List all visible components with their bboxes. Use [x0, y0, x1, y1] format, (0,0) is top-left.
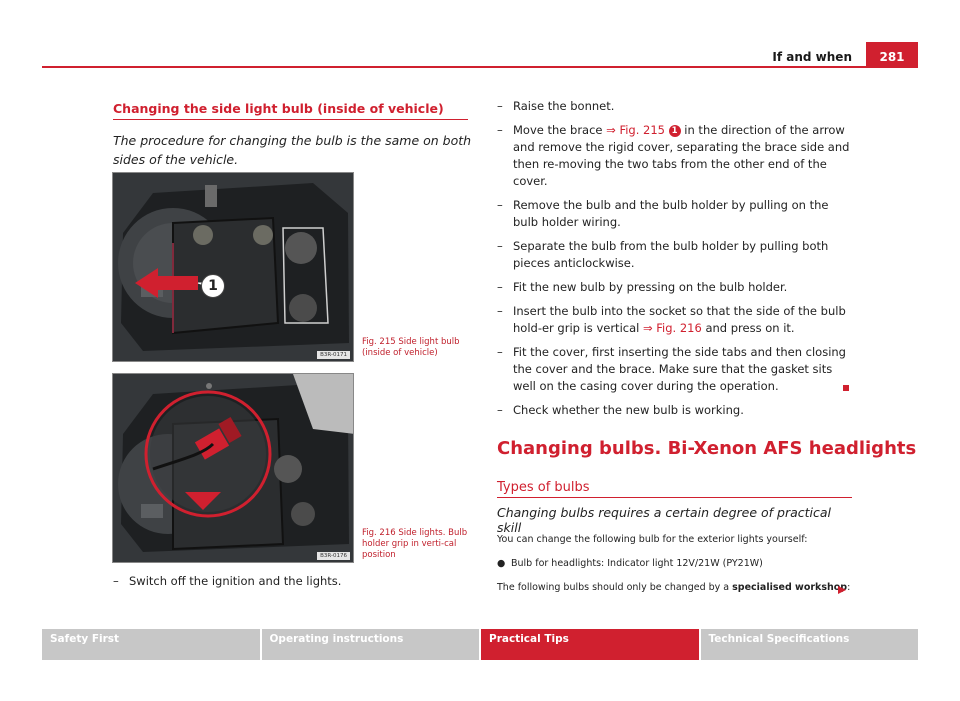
step-fit-cover: [497, 344, 857, 395]
step-dash: –: [497, 304, 503, 318]
tab-safety-first[interactable]: Safety First: [42, 629, 260, 660]
step-check-bulb: [497, 402, 857, 419]
chapter-title: Changing bulbs. Bi-Xenon AFS headlights: [497, 438, 917, 459]
step-dash: –: [113, 574, 119, 588]
step-dash: –: [497, 198, 503, 212]
step-text: [497, 122, 857, 190]
paragraph: [497, 582, 850, 593]
step-text-part: Insert the bulb into the socket so that the side of the bulb hold-er grip is vertical: [513, 304, 846, 335]
list-item-text: Bulb for headlights: Indicator light 12V/21W (PY21W): [511, 558, 763, 569]
section-end-icon: [843, 385, 849, 391]
paragraph: You can change the following bulb for the exterior lights yourself:: [497, 534, 808, 545]
fig-215-link[interactable]: ⇒ Fig. 215: [606, 123, 665, 137]
step-text: Remove the bulb and the bulb holder by pulling on the bulb holder wiring.: [513, 198, 829, 229]
step-text: Raise the bonnet.: [513, 99, 615, 113]
fig-216-link[interactable]: ⇒ Fig. 216: [642, 321, 702, 335]
bulb-holder-photo: [113, 374, 354, 563]
step-text: Fit the cover, first inserting the side tabs and then closing the cover and the brace. Make sure that the gasket sits well on the casing cover during the operation.: [513, 345, 846, 393]
step-fit-bulb: [497, 279, 857, 296]
paragraph-text: The following bulbs should only be changed by a: [497, 582, 733, 593]
step-text-part: and press on it.: [701, 321, 795, 335]
paragraph-emphasis: specialised workshop: [732, 582, 848, 593]
procedure-steps: [497, 98, 857, 426]
figure-215-caption: Fig. 215 Side light bulb (inside of vehicle): [362, 337, 460, 358]
figure-216-caption: Fig. 216 Side lights. Bulb holder grip in verti-cal position: [362, 528, 468, 560]
headlight-photo: [113, 173, 354, 362]
step-text: Switch off the ignition and the lights.: [129, 574, 342, 588]
running-header: If and when: [772, 50, 852, 64]
figure-216-code: B3R-0176: [317, 552, 350, 560]
step-remove-bulb: [497, 197, 857, 231]
paragraph-text: :: [847, 582, 851, 593]
step-dash: –: [497, 99, 503, 113]
figure-216-image: [112, 373, 354, 563]
list-item: [497, 558, 763, 569]
sub-intro: Changing bulbs requires a certain degree of practical skill: [497, 505, 832, 535]
section-rule: [113, 119, 468, 120]
step-insert-bulb: [497, 303, 857, 337]
step-dash: –: [497, 280, 503, 294]
step-dash: –: [497, 403, 503, 417]
step-dash: –: [497, 345, 503, 359]
step-text-part: Move the brace: [513, 123, 607, 137]
callout-1-icon: 1: [669, 125, 681, 137]
step-text: Check whether the new bulb is working.: [513, 403, 744, 417]
footer-nav: [42, 629, 918, 660]
tab-operating-instructions[interactable]: Operating instructions: [262, 629, 480, 660]
figure-215-callout: 1: [201, 274, 225, 298]
continue-arrow-icon: [838, 586, 846, 594]
section-intro: The procedure for changing the bulb is the same on both sides of the vehicle.: [113, 133, 472, 167]
tab-practical-tips[interactable]: Practical Tips: [481, 629, 699, 660]
sub-heading-rule: [497, 497, 852, 498]
tab-technical-specifications[interactable]: Technical Specifications: [701, 629, 919, 660]
section-heading: Changing the side light bulb (inside of vehicle): [113, 101, 444, 116]
step-text: [497, 303, 857, 337]
step-raise-bonnet: [497, 98, 857, 115]
step-text: Separate the bulb from the bulb holder by pulling both pieces anticlockwise.: [513, 239, 829, 270]
step-dash: –: [497, 239, 503, 253]
figure-215-code: B3R-0171: [317, 351, 350, 359]
step-text: Fit the new bulb by pressing on the bulb holder.: [513, 280, 788, 294]
figure-215-image: [112, 172, 354, 362]
page-number: 281: [866, 42, 918, 68]
step-move-brace: [497, 122, 857, 190]
step-switch-off: [113, 573, 473, 590]
step-text-part: in the direction of the arrow and remove the rigid cover, separating the brace side and then re-moving the two tabs from the other end of the cover.: [513, 123, 850, 188]
sub-heading: Types of bulbs: [497, 480, 590, 495]
bullet-icon: ●: [497, 558, 506, 569]
step-dash: –: [497, 123, 503, 137]
step-separate-bulb: [497, 238, 857, 272]
header-rule: [42, 66, 918, 68]
